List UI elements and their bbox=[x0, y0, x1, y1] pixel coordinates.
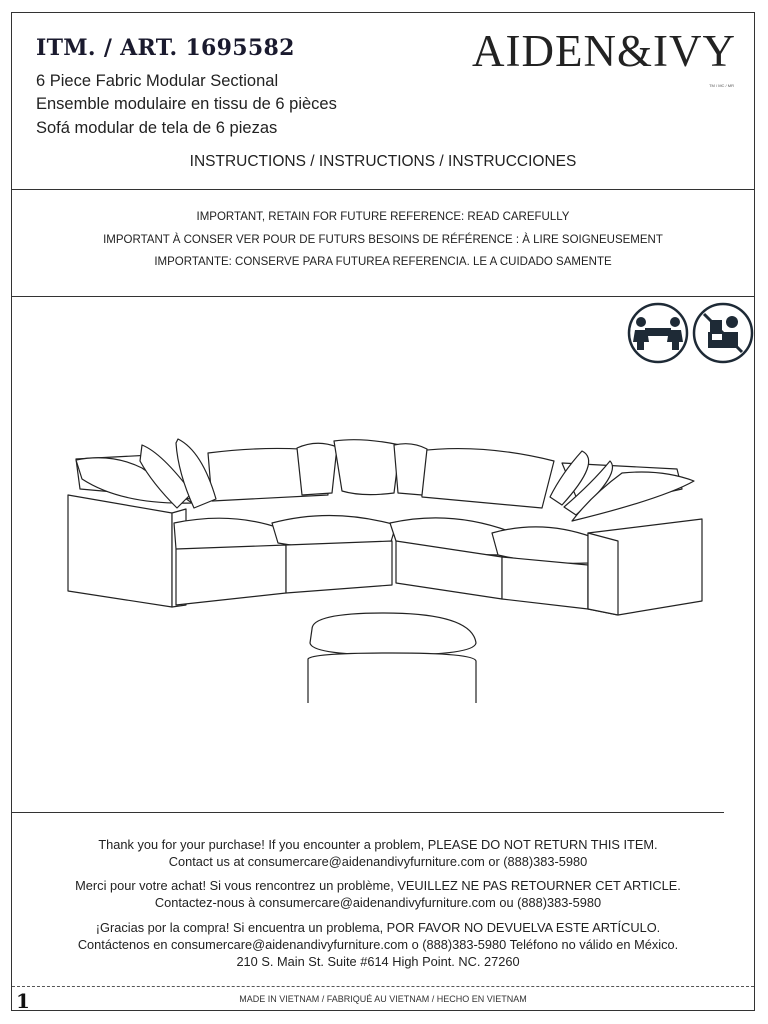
dashed-divider bbox=[12, 986, 754, 987]
page-frame bbox=[11, 12, 755, 1011]
contact-spanish: Contáctenos en consumercare@aidenandivyfurniture.com o (888)383-5980 Teléfono no válido en México. bbox=[77, 937, 679, 952]
important-french: IMPORTANT À CONSER VER POUR DE FUTURS BESOINS DE RÉFÉRENCE : À LIRE SOIGNEUSEMENT bbox=[103, 234, 663, 246]
thanks-french-1: Merci pour votre achat! Si vous rencontrez un problème, VEUILLEZ NE PAS RETOURNER CET ARTICLE. bbox=[75, 878, 681, 893]
two-person-assembly-icon bbox=[627, 302, 689, 364]
sectional-sofa-illustration bbox=[62, 433, 712, 703]
important-notice bbox=[12, 190, 754, 297]
footer-divider bbox=[12, 812, 724, 813]
page-number: 1 bbox=[16, 989, 30, 1013]
instructions-heading: INSTRUCTIONS / INSTRUCTIONS / INSTRUCCIONES bbox=[189, 153, 577, 170]
brand-logo: AIDEN&IVY bbox=[472, 26, 736, 76]
important-english: IMPORTANT, RETAIN FOR FUTURE REFERENCE: READ CAREFULLY bbox=[196, 211, 570, 223]
title-french: Ensemble modulaire en tissu de 6 pièces bbox=[36, 95, 337, 113]
title-english: 6 Piece Fabric Modular Sectional bbox=[36, 72, 279, 90]
contact-english: Contact us at consumercare@aidenandivyfurniture.com or (888)383-5980 bbox=[168, 854, 588, 869]
tools-required-icon bbox=[692, 302, 754, 364]
header-section bbox=[12, 13, 754, 190]
contact-french: Contactez-nous à consumercare@aidenandivyfurniture.com ou (888)383-5980 bbox=[154, 895, 602, 910]
address: 210 S. Main St. Suite #614 High Point. NC. 27260 bbox=[236, 954, 520, 969]
made-in-label: MADE IN VIETNAM / FABRIQUÉ AU VIETNAM / HECHO EN VIETNAM bbox=[239, 994, 527, 1004]
trademark-mark: TM / MC / MR bbox=[709, 83, 734, 88]
item-number: ITM. / ART. 1695582 bbox=[36, 35, 295, 61]
thanks-spanish-1: ¡Gracias por la compra! Si encuentra un problema, POR FAVOR NO DEVUELVA ESTE ARTÍCULO. bbox=[95, 920, 661, 935]
important-spanish: IMPORTANTE: CONSERVE PARA FUTUREA REFERENCIA. LE A CUIDADO SAMENTE bbox=[154, 256, 612, 268]
thanks-english-1: Thank you for your purchase! If you encounter a problem, PLEASE DO NOT RETURN THIS ITEM. bbox=[98, 837, 658, 852]
title-spanish: Sofá modular de tela de 6 piezas bbox=[36, 119, 278, 137]
